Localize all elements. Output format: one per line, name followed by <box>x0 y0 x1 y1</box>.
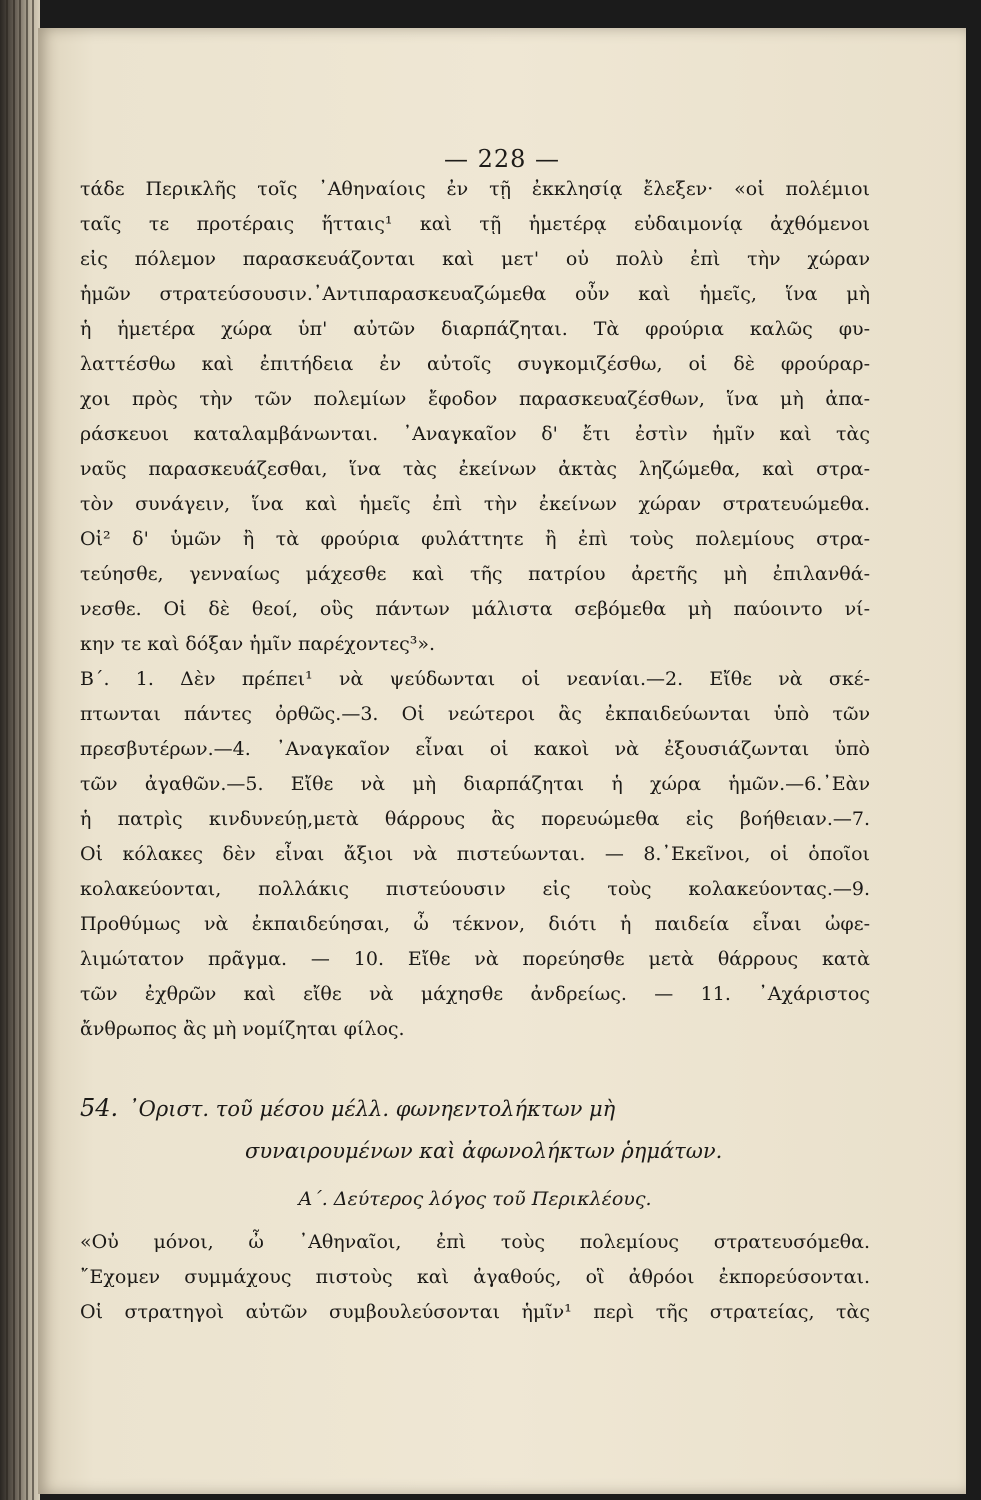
text-line: τάδε Περικλῆς τοῖς ᾿Αθηναίοις ἐν τῇ ἐκκλησίᾳ ἔλεξεν· «οἱ πολέμιοι <box>80 178 870 200</box>
text-line: κολακεύονται, πολλάκις πιστεύουσιν εἰς τοὺς κολακεύοντας.—9. <box>80 878 870 900</box>
paragraph-periclean-speech <box>80 172 870 1047</box>
text-line: Οἱ² δ' ὑμῶν ἢ τὰ φρούρια φυλάττητε ἢ ἐπὶ τοὺς πολεμίους στρα- <box>80 528 870 550</box>
book-page-edges <box>0 0 40 1500</box>
text-line: τῶν ἐχθρῶν καὶ εἴθε νὰ μάχησθε ἀνδρείως. — 11. ᾿Αχάριστος <box>80 983 870 1005</box>
text-line: Προθύμως νὰ ἐκπαιδεύησαι, ὦ τέκνον, διότι ἡ παιδεία εἶναι ὠφε- <box>80 913 870 935</box>
text-line: λαττέσθω καὶ ἐπιτήδεια ἐν αὐτοῖς συγκομιζέσθω, οἱ δὲ φρούραρ- <box>80 353 870 375</box>
paragraph-second-speech <box>80 1225 870 1330</box>
text-line: κην τε καὶ δόξαν ἡμῖν παρέχοντες³». <box>80 633 436 655</box>
text-line: ράσκευοι καταλαμβάνωνται. ᾿Αναγκαῖον δ' ἔτι ἐστὶν ἡμῖν καὶ τὰς <box>80 423 870 445</box>
page-number: — 228 — <box>443 145 561 173</box>
text-line: εἰς πόλεμον παρασκευάζονται καὶ μετ' οὐ πολὺ ἐπὶ τὴν χώραν <box>80 248 870 270</box>
section-heading <box>80 1090 870 1127</box>
text-line: Β΄. 1. Δὲν πρέπει¹ νὰ ψεύδωνται οἱ νεανίαι.—2. Εἴθε νὰ σκέ- <box>80 668 870 690</box>
text-line: ταῖς τε προτέραις ἥτταις¹ καὶ τῇ ἡμετέρᾳ εὐδαιμονίᾳ ἀχθόμενοι <box>80 213 870 235</box>
text-line: πτωνται πάντες ὀρθῶς.—3. Οἱ νεώτεροι ἂς ἐκπαιδεύωνται ὑπὸ τῶν <box>80 703 870 725</box>
text-line: ἄνθρωπος ἂς μὴ νομίζηται φίλος. <box>80 1018 405 1040</box>
text-line: ῎Εχομεν συμμάχους πιστοὺς καὶ ἀγαθούς, οἳ ἀθρόοι ἐκπορεύσονται. <box>80 1266 870 1288</box>
text-line: ἡ ἡμετέρα χώρα ὑπ' αὐτῶν διαρπάζηται. Τὰ φρούρια καλῶς φυ- <box>80 318 870 340</box>
page-leaf-line <box>6 0 8 1500</box>
section-heading-continued <box>245 1133 785 1169</box>
section-number: 54. <box>80 1094 119 1122</box>
text-line: Οἱ στρατηγοὶ αὐτῶν συμβουλεύσονται ἡμῖν¹ περὶ τῆς στρατείας, τὰς <box>80 1301 870 1323</box>
text-line: ναῦς παρασκευάζεσθαι, ἵνα τὰς ἐκείνων ἀκτὰς ληζώμεθα, καὶ στρα- <box>80 458 870 480</box>
text-line: πρεσβυτέρων.—4. ᾿Αναγκαῖον εἶναι οἱ κακοὶ νὰ ἐξουσιάζωνται ὑπὸ <box>80 738 870 760</box>
section-title-line-1: ᾿Οριστ. τοῦ μέσου μέλλ. φωνηεντολήκτων μὴ <box>128 1097 616 1121</box>
section-title-line-2: συναιρουμένων καὶ ἀφωνολήκτων ῥημάτων. <box>245 1139 723 1163</box>
page-leaf-line <box>19 0 21 1500</box>
text-line: νεσθε. Οἱ δὲ θεοί, οὓς πάντων μάλιστα σεβόμεθα μὴ παύοιντο νί- <box>80 598 870 620</box>
text-line: τὸν συνάγειν, ἵνα καὶ ἡμεῖς ἐπὶ τὴν ἐκείνων χώραν στρατευώμεθα. <box>80 493 870 515</box>
page-leaf-line <box>13 0 15 1500</box>
text-line: ἡμῶν στρατεύσουσιν.᾿Αντιπαρασκευαζώμεθα οὖν καὶ ἡμεῖς, ἵνα μὴ <box>80 283 870 305</box>
text-line: ἡ πατρὶς κινδυνεύῃ,μετὰ θάρρους ἂς πορευώμεθα εἰς βοήθειαν.—7. <box>80 808 870 830</box>
text-line: τεύησθε, γενναίως μάχεσθε καὶ τῆς πατρίου ἀρετῆς μὴ ἐπιλανθά- <box>80 563 870 585</box>
page-leaf-line <box>26 0 28 1500</box>
text-line: «Οὐ μόνοι, ὦ ᾿Αθηναῖοι, ἐπὶ τοὺς πολεμίους στρατευσόμεθα. <box>80 1231 870 1253</box>
text-line: τῶν ἀγαθῶν.—5. Εἴθε νὰ μὴ διαρπάζηται ἡ χώρα ἡμῶν.—6.᾿Εὰν <box>80 773 870 795</box>
text-line: Οἱ κόλακες δὲν εἶναι ἄξιοι νὰ πιστεύωνται. — 8.᾿Εκεῖνοι, οἱ ὁποῖοι <box>80 843 870 865</box>
text-line: λιμώτατον πρᾶγμα. — 10. Εἴθε νὰ πορεύησθε μετὰ θάρρους κατὰ <box>80 948 870 970</box>
section-subtitle: Α΄. Δεύτερος λόγος τοῦ Περικλέους. <box>298 1188 652 1210</box>
page-leaf-line <box>32 0 34 1500</box>
text-line: χοι πρὸς τὴν τῶν πολεμίων ἔφοδον παρασκευαζέσθων, ἵνα μὴ ἀπα- <box>80 388 870 410</box>
